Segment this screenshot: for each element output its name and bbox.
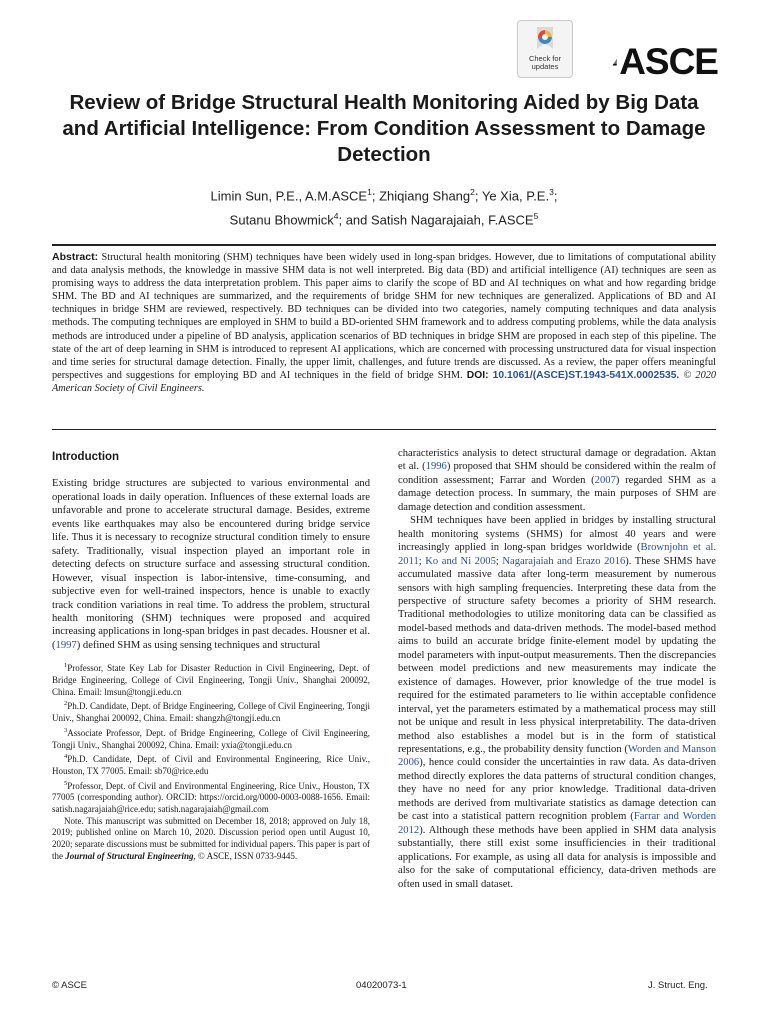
- footer-article-number: 04020073-1: [356, 980, 407, 991]
- footnotes: [52, 660, 370, 862]
- footnote: $^1$Professor, State Key Lab for Disaster Reduction in Civil Engineering, Dept. of Bridge Engineering, College of Civil Engineering, Tongji Univ., Shanghai 200092, China. Email: lmsun@tongji.edu.cn: [52, 662, 370, 697]
- body-paragraph-continued: characteristics analysis to detect structural damage or degradation. Aktan et al. (1996) proposed that SHM should be considered within the realm of condition assessment; Farrar and Worden (2007) regarded SHM as a damage detection process. In summary, the main purposes of SHM are damage detection and condition assessment.: [398, 448, 717, 513]
- footnote: $^4$Ph.D. Candidate, Dept. of Civil and Environmental Engineering, Rice Univ., Houston, TX 77005. Email: sb70@rice.edu: [52, 753, 370, 776]
- citation-link[interactable]: 2007: [594, 474, 616, 486]
- citation-link[interactable]: 1997: [55, 639, 77, 651]
- check-for-updates-badge[interactable]: [517, 20, 573, 78]
- footnote: $^2$Ph.D. Candidate, Dept. of Bridge Engineering, College of Civil Engineering, Tongji Univ., Shanghai 200092, China. Email: shangzh@tongji.edu.cn: [52, 700, 370, 724]
- badge-line-1: Check for: [528, 54, 562, 63]
- author-list: [56, 182, 712, 231]
- right-column: [398, 447, 716, 891]
- submission-note: Note. This manuscript was submitted on December 18, 2018; approved on July 18, 2019; published online on March 10, 2020. Discussion period open until August 10, 2020; separate discussions must be submitted for individual papers. This paper is part of the Journal of Structural Engineering, © ASCE, ISSN 0733-9445.: [52, 815, 370, 861]
- citation-link[interactable]: Farrar and Worden 2012: [398, 811, 716, 836]
- author-5-affil: 5: [533, 211, 539, 222]
- abstract-top-rule: [52, 244, 716, 246]
- left-column: [52, 445, 370, 863]
- citation-link[interactable]: Brownjohn et al. 2011: [398, 542, 716, 567]
- asce-mark-icon: [612, 44, 617, 80]
- author-3: ; Ye Xia, P.E.: [474, 188, 550, 204]
- citation-link[interactable]: Ko and Ni 2005: [425, 555, 496, 567]
- abstract: [52, 251, 716, 395]
- author-1-affil: 1: [367, 187, 372, 197]
- intro-paragraph-1: Existing bridge structures are subjected to various environmental and operational loads in daily operation. Influences of these external loads are unfavorable and prone to accelerate structural damage. Besides, extreme events like earthquakes may also be encountered during bridge service life. Thus it is necessary to recognize structural condition timely to ensure safety. Traditionally, visual inspection played an important role in detecting defects on structure surface and assessing structural condition. However, visual inspection is labor-intensive, time-consuming, and subjective even for well-trained inspectors, hence is unable to exactly track condition variations in real time. To address the problem, structural health monitoring (SHM) techniques were proposed and acquired increasing applications in long-span bridges in past decades. Housner et al. (1997) defined SHM as using sensing techniques and structural: [52, 478, 370, 651]
- section-heading-introduction: Introduction: [52, 451, 120, 463]
- journal-name: Journal of Structural Engineering: [65, 850, 194, 861]
- doi-link[interactable]: 10.1061/(ASCE)ST.1943-541X.0002535.: [492, 369, 680, 381]
- author-2-affil: 2: [470, 187, 475, 197]
- body-paragraph-2: SHM techniques have been applied in bridges by installing structural health monitoring systems (SHMS) for almost 40 years and were increasingly applied in long-span bridges worldwide (Brownjohn et al. 2011; Ko and Ni 2005; Nagarajaiah and Erazo 2016). These SHMS have accumulated massive data after long-term measurement by numerous sensors with high sampling frequencies. Interpreting these data from the perspective of structure safety becomes a priority of SHM research. Traditional methodologies to utilize monitoring data can be classified as model-based methods and data-driven methods. The model-based method aims to build an accurate bridge finite-element model by updating the model parameters with input-output measurements. Then the discrepancies between model predictions and new measurements may indicate the existence of damages. However, prior knowledge of the true model is required for the estimated parameters to lie within acceptable confidence interval, yet the parameters estimated by a mathematical process may still not be unique and result in less physical interpretability. The data-driven method also establishes a model but is in the form of statistical representations, e.g., the probability density function (Worden and Manson 2006), hence could consider the uncertainties in raw data. As data-driven method directly explores the data patterns of structural condition changes, they have no need for any prior knowledge. Traditional data-driven methods are derived from multivariate statistics as damage detection can be cast into a statistical pattern recognition problem (Farrar and Worden 2012). Although these methods have been applied in SHM data analysis substantially, there still exist some insufficiencies in their traditional applications. For example, as using all data for analysis is impossible and also for the sake of computational efficiency, data-driven methods are often used in small dataset.: [398, 515, 716, 890]
- footnote: $^5$Professor, Dept. of Civil and Environmental Engineering, Rice Univ., Houston, TX 77005 (corresponding author). ORCID: https://orcid.org/0000-0003-0088-1656. Email: satish.nagarajaiah@rice.edu; satish.nagarajaiah@gmail.com: [52, 779, 370, 815]
- abstract-label: Abstract:: [52, 251, 99, 263]
- citation-link[interactable]: 1996: [425, 461, 447, 473]
- author-4-affil: 4: [333, 211, 339, 222]
- footer-journal: J. Struct. Eng.: [648, 980, 708, 991]
- copyright-note: © 2020 American Society of Civil Engineers.: [52, 369, 717, 394]
- author-sep: ;: [553, 188, 558, 204]
- abstract-bottom-rule: [52, 429, 716, 430]
- abstract-text: Structural health monitoring (SHM) techniques have been widely used in long-span bridges. However, due to limitations of computational ability and data analysis methods, the knowledge in massive SHM data is not well interpreted. Big data (BD) and artificial intelligence (AI) techniques are seen as promising ways to address the data interpretation problem. This paper aims to clarify the scope of BD and AI techniques on what and how regarding bridge SHM. The BD and AI techniques are summarized, and the requirements of bridge SHM for new techniques are generalized. Applications of BD and AI techniques in bridge SHM are reviewed, respectively. BD techniques can be divided into two categories, namely computing techniques and data analysis methods. The computing techniques are employed in SHM to build a BD-oriented SHM framework and to address computing problems, while the data analysis methods are introduced under a pipeline of BD analysis, application scenarios of BD techniques in bridge SHM are proposed in each step of this pipeline. The state of the art of deep learning in SHM is introduced to represent AI applications, which are concerned with processing unstructured data for visual inspection and time series for structural damage detection. Finally, the upper limit, challenges, and future trends are discussed. As a review, the paper offers meaningful perspectives and suggestions for employing BD and AI techniques in the field of bridge SHM.: [52, 252, 716, 381]
- badge-line-2: updates: [531, 62, 559, 71]
- author-1: Limin Sun, P.E., A.M.ASCE: [210, 188, 368, 204]
- citation-link[interactable]: Worden and Manson 2006: [398, 743, 716, 769]
- paper-title: Review of Bridge Structural Health Monitoring Aided by Big Data and Artificial Intelligence: From Condition Assessment to Damage Detection: [62, 91, 706, 166]
- asce-wordmark: ASCE: [619, 41, 718, 82]
- doi-label: DOI:: [466, 369, 489, 381]
- footnote: $^3$Associate Professor, Dept. of Bridge Engineering, College of Civil Engineering, Tongji Univ., Shanghai 200092, China. Email: yxia@tongji.edu.cn: [52, 726, 370, 750]
- asce-logo: [612, 42, 718, 82]
- footer-copyright: © ASCE: [52, 980, 87, 991]
- author-2: ; Zhiqiang Shang: [371, 188, 471, 204]
- citation-link[interactable]: Nagarajaiah and Erazo 2016: [502, 555, 626, 567]
- author-4: Sutanu Bhowmick: [229, 212, 334, 228]
- crossmark-icon: [533, 25, 557, 55]
- author-3-affil: 3: [549, 187, 554, 197]
- author-5: ; and Satish Nagarajaiah, F.ASCE: [338, 212, 534, 228]
